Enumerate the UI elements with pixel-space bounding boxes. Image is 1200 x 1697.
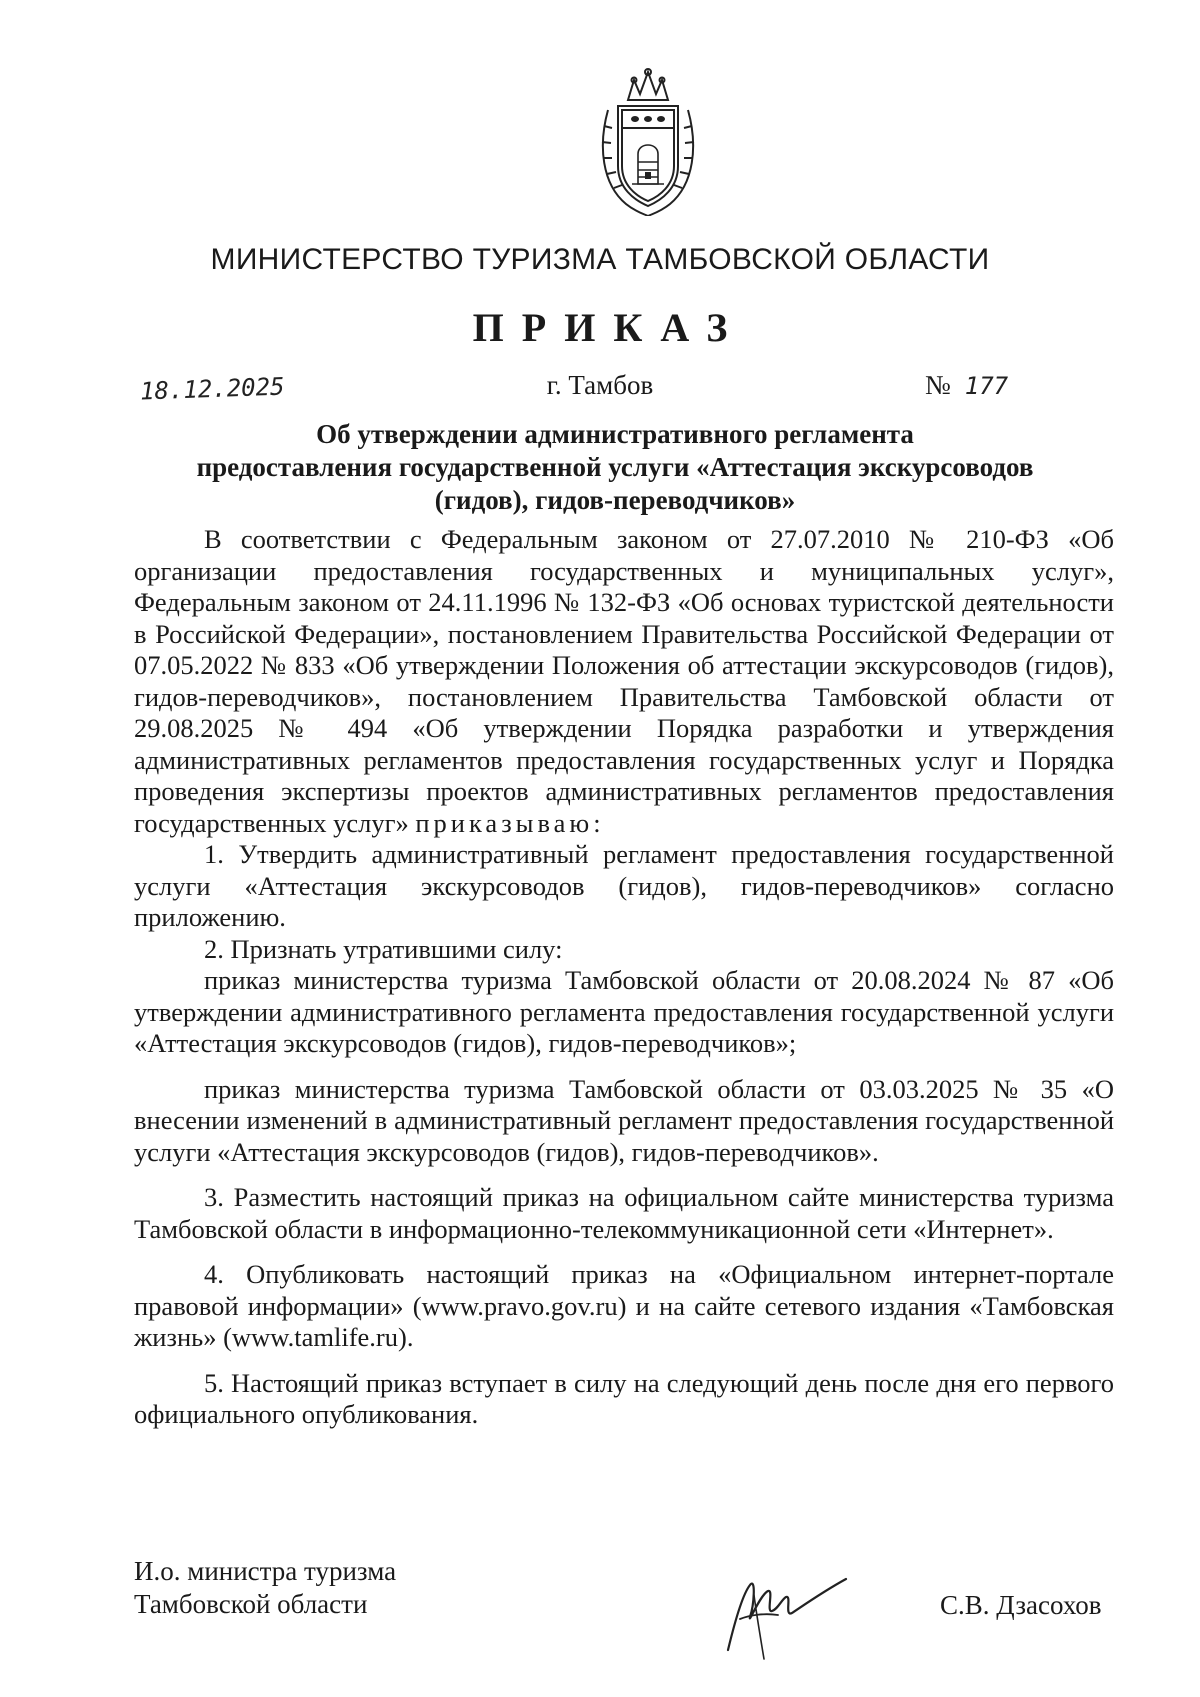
document-type: ПРИКАЗ <box>472 305 746 350</box>
coat-of-arms-icon <box>588 66 708 216</box>
title-line: (гидов), гидов-переводчиков» <box>434 485 796 515</box>
title-line: Об утверждении административного регламента <box>316 419 914 449</box>
preamble-paragraph <box>134 524 1114 839</box>
signatory-position <box>134 1555 396 1621</box>
item-3: 3. Разместить настоящий приказ на официальном сайте министерства туризма Тамбовской области в информационно-телекоммуникационной сети «Интернет». <box>134 1182 1114 1244</box>
item-2: 2. Признать утратившими силу: <box>204 933 563 964</box>
number-prefix: № <box>925 370 951 400</box>
title-line: предоставления государственной услуги «Аттестация экскурсоводов <box>196 452 1034 482</box>
item-1: 1. Утвердить административный регламент предоставления государственной услуги «Аттестация экскурсоводов (гидов), гидов-переводчиков» согласно приложению. <box>134 839 1114 932</box>
document-date: 18.12.2025 <box>139 372 285 406</box>
document-number <box>925 370 1008 401</box>
preamble-verb: приказываю: <box>415 807 605 838</box>
document-body <box>134 524 1114 1431</box>
number-value: 177 <box>964 372 1009 400</box>
document-title <box>130 418 1100 517</box>
item-2-order-35: приказ министерства туризма Тамбовской области от 03.03.2025 № 35 «О внесении изменений в административный регламент предоставления государственной услуги «Аттестация экскурсоводов (гидов), гидов-переводчиков». <box>134 1073 1114 1167</box>
signatory-position-line: Тамбовской области <box>134 1589 368 1619</box>
item-5: 5. Настоящий приказ вступает в силу на следующий день после дня его первого официального опубликования. <box>134 1367 1114 1429</box>
signatory-name: С.В. Дзасохов <box>940 1590 1102 1620</box>
item-4: 4. Опубликовать настоящий приказ на «Официальном интернет-портале правовой информации» (www.pravo.gov.ru) и на сайте сетевого издания «Тамбовская жизнь» (www.tamlife.ru). <box>134 1259 1114 1352</box>
handwritten-signature-icon <box>720 1555 850 1665</box>
signatory-position-line: И.о. министра туризма <box>134 1556 397 1586</box>
preamble-text: В соответствии с Федеральным законом от 27.07.2010 № 210-ФЗ «Об организации предоставления государственных и муниципальных услуг», Федеральным законом от 24.11.1996 № 132-ФЗ «Об основах туристской деятельности в Российской Федерации», постановлением Правительства Российской Федерации от 07.05.2022 № 833 «Об утверждении Положения об аттестации экскурсоводов (гидов), гидов-переводчиков», постановлением Правительства Тамбовской области от 29.08.2025 № 494 «Об утверждении Порядка разработки и утверждения административных регламентов предоставления государственных услуг и Порядка проведения экспертизы проектов административных регламентов предоставления государственных услуг» <box>134 524 1114 838</box>
document-city: г. Тамбов <box>546 370 654 400</box>
ministry-name: МИНИСТЕРСТВО ТУРИЗМА ТАМБОВСКОЙ ОБЛАСТИ <box>210 243 990 276</box>
item-2-order-87: приказ министерства туризма Тамбовской области от 20.08.2024 № 87 «Об утверждении административного регламента предоставления государственной услуги «Аттестация экскурсоводов (гидов), гидов-переводчиков»; <box>134 965 1114 1058</box>
